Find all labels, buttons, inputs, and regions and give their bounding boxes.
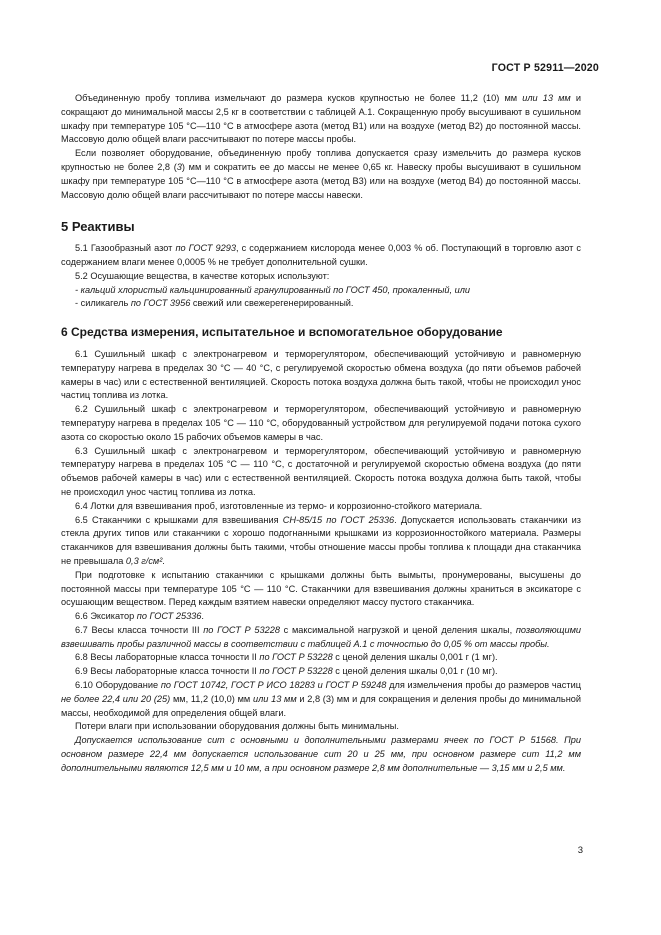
paragraph [61, 734, 581, 775]
text-run: . [201, 611, 204, 622]
paragraph [61, 403, 581, 444]
text-run: 6.8 Весы лабораторные класса точности II [75, 652, 260, 663]
document-header: ГОСТ Р 52911—2020 [491, 62, 599, 74]
text-run: ) мм и сократить ее до массы не менее 0,65 кг. Навеску пробы высушивают в сушильном шкафу при температуре 105 °С—110 °С в атмосфере азота (метод В3) или на воздухе (метод В4) до постоянной массы. Массовую долю общей влаги рассчитывают по потере массы навески. [61, 161, 581, 200]
text-run: с максимальной нагрузкой и ценой деления шкалы, [279, 624, 516, 635]
text-run: . [162, 555, 165, 566]
italic-text: по ГОСТ Р 53228 [259, 652, 333, 663]
text-run: с ценой деления шкалы 0,001 г (1 мг). [332, 652, 498, 663]
italic-text: по ГОСТ 25336 [136, 611, 202, 622]
text-run: 6.9 Весы лабораторные класса точности II [75, 666, 260, 677]
italic-text: - кальций хлористый кальцинированный гранулированный по ГОСТ 450, прокаленный, или [75, 284, 471, 295]
italic-text: 3 [176, 161, 182, 172]
paragraph [61, 679, 581, 720]
paragraph [61, 624, 581, 652]
italic-text: или 13 мм [522, 93, 571, 103]
text-run: Если позволяет оборудование, объединенную пробу топлива допускается сразу измельчить до размера кусков крупностью не более 2,8 ( [61, 148, 581, 172]
intro-section [61, 92, 581, 202]
paragraph [61, 651, 581, 665]
paragraph [61, 610, 581, 624]
section-6-title: 6 Средства измерения, испытательное и вспомогательное оборудование [61, 325, 503, 340]
section-5-title: 5 Реактивы [61, 219, 135, 235]
text-run: с ценой деления шкалы 0,01 г (10 мг). [332, 666, 498, 677]
paragraph [61, 720, 581, 734]
document-body [61, 92, 581, 776]
text-run: свежий или свежерегенерированный. [190, 298, 354, 309]
italic-text: по ГОСТ Р 53228 [259, 666, 333, 677]
text-run: 6.5 Стаканчики с крышками для взвешивания [75, 514, 283, 525]
text-run: , с содержанием кислорода менее 0,003 % об. Поступающий в торговлю азот с содержанием влаги менее 0,0005 % не требует дополнительной сушки. [61, 243, 581, 267]
italic-text: по ГОСТ 10742, ГОСТ Р ИСО 18283 и ГОСТ Р 59248 [160, 680, 387, 691]
paragraph [61, 500, 581, 514]
text-run: 6.7 Весы класса точности III [75, 624, 204, 635]
list-item [61, 284, 581, 298]
text-run: - силикагель [75, 298, 131, 309]
text-run: и 2,8 (3) мм и для сокращения и деления пробы до минимальной массы, необходимой для определения общей влаги. [61, 693, 582, 718]
italic-text: не более 22,4 или 20 (25) [61, 693, 171, 704]
text-run: 5.1 Газообразный азот [75, 243, 176, 254]
text-run: 6.3 Сушильный шкаф с электронагревом и терморегулятором, обеспечивающий устойчивую и равномерную температуру нагрева в пределах 105 °С — 110 °С, с достаточной и регулируемой скоростью обмена воздуха (до пяти объемов рабочей камеры в час) или с естественной вентиляцией. Скорость потока воздуха должна быть такой, чтобы не происходил унос частиц топлива из лотка. [61, 445, 581, 497]
text-run: 6.2 Сушильный шкаф с электронагревом и терморегулятором, обеспечивающий устойчивую и равномерную температуру нагрева в пределах 105 °С — 110 °С, оборудованный устройством для регулируемой подачи потока сухого азота со скоростью около 15 рабочих объемов камеры в час. [61, 404, 581, 442]
italic-text: по ГОСТ Р 53228 [203, 624, 280, 635]
text-run: для измельчения пробы до размеров частиц [386, 680, 581, 691]
text-run: Потери влаги при использовании оборудования должны быть минимальны. [75, 721, 399, 732]
italic-text: СН-85/15 по ГОСТ 25336 [282, 514, 395, 525]
paragraph [61, 92, 581, 147]
paragraph [61, 514, 581, 569]
paragraph [61, 242, 581, 270]
text-run: и сокращают до минимальной массы 2,5 кг в соответствии с таблицей А.1. Сокращенную пробу высушивают в сушильном шкафу при температуре 105 °С—110 °С в атмосфере азота (метод В1) или на воздухе (метод В2) до постоянной массы. Массовую долю общей влаги рассчитывают по потере массы пробы. [61, 93, 582, 145]
paragraph [61, 147, 581, 202]
italic-text: Допускается использование сит с основными и дополнительными размерами ячеек по ГОСТ Р 51568. При основном размере 22,4 мм допускается использование сит 20 и 25 мм, при основном размере сит 11,2 мм дополнительными являются 12,5 мм и 10 мм, а при основном размере 2,8 мм дополнительные — 3,15 мм и 2,5 мм. [61, 735, 581, 773]
italic-text: позволяющими взвешивать пробы различной массы в соответствии с таблицей А.1 с точностью до 0,05 % от массы пробы. [61, 624, 581, 649]
section-6-body [61, 348, 581, 776]
page-number: 3 [577, 845, 583, 856]
text-run: При подготовке к испытанию стаканчики с крышками должны быть вымыты, пронумерованы, высушены до постоянной массы при температуре 105 °С — 110 °С. Стаканчики для взвешивания должны храниться в эксикаторе с осушающим веществом. Перед каждым взятием навески определяют массу пустого стаканчика. [61, 569, 581, 608]
text-run: Объединенную пробу топлива измельчают до размера кусков крупностью не более 11,2 (10) мм [75, 93, 523, 103]
paragraph [61, 569, 581, 610]
paragraph [61, 270, 581, 284]
text-run: . Допускается использовать стаканчики из стекла других типов или стаканчики с хорошо подогнанными крышками из коррозионностойкого материала. Размеры стаканчиков для взвешивания должны быть такими, чтобы отношение массы пробы топлива к площади дна стаканчика не превышала [61, 514, 581, 566]
section-5-body [61, 242, 581, 311]
list-item [61, 297, 581, 311]
text-run: 5.2 Осушающие вещества, в качестве которых используют: [75, 270, 330, 281]
text-run: 6.4 Лотки для взвешивания проб, изготовленные из термо- и коррозионно-стойкого материала. [75, 500, 483, 511]
paragraph [61, 445, 581, 500]
paragraph [61, 665, 581, 679]
italic-text: или 13 мм [252, 693, 297, 704]
text-run: 6.6 Эксикатор [75, 611, 137, 622]
text-run: 6.1 Сушильный шкаф с электронагревом и терморегулятором, обеспечивающий устойчивую и равномерную температуру нагрева в пределах 30 °С — 40 °С, с регулируемой скоростью обмена воздуха (до пяти объемов рабочей камеры в час) или с естественной вентиляцией. Скорость потока воздуха должна быть такой, чтобы не происходил унос частиц топлива из лотка. [61, 348, 581, 401]
text-run: 6.10 Оборудование [75, 680, 161, 691]
italic-text: 0,3 г/см² [125, 555, 163, 566]
italic-text: по ГОСТ 9293 [175, 243, 236, 254]
italic-text: по ГОСТ 3956 [130, 298, 191, 309]
paragraph [61, 348, 581, 403]
text-run: мм, 11,2 (10,0) мм [170, 693, 253, 704]
